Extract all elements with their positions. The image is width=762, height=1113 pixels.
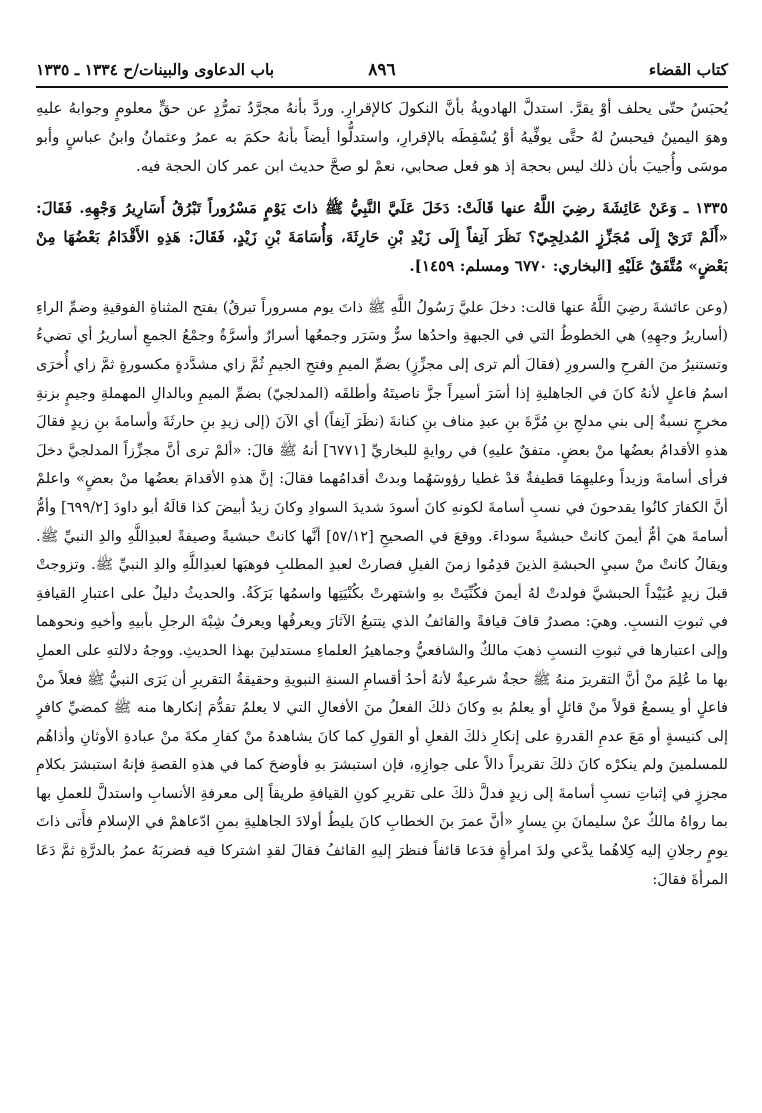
page-header <box>36 58 728 86</box>
paragraph-gap <box>36 180 728 194</box>
intro-paragraph: يُحبَسُ حتّى يحلف أوْ يقرَّ. استدلَّ الهادويةُ بأنَّ النكولَ كالإقرارِ. وردَّ بأنهُ مجرَّدُ تمرُّدٍ عن حقٍّ معلومٍ وجوابهُ عليهِ وهوَ اليمينُ فيحبسُ لهُ حتَّى يوفِّيهُ أوْ يُسْقِطَه بالإقرارِ، واستدلُّوا أيضاً بأنهُ حكمَ به عمرُ وعثمانُ وابنُ عباسٍ وأبو موسَى وأُجيبَ بأن ذلك ليس بحجة إذ هو فعل صحابي، نعمْ لو صحَّ حديث ابن عمر كان الحجة فيه. <box>36 99 728 175</box>
header-rule <box>36 86 728 88</box>
commentary-paragraph: (وعن عائشةَ رضِيَ اللَّهُ عنها قالت: دخلَ عليَّ رَسُولُ اللَّهِ ﷺ ذاتَ يوم مسروراً تبرقُ) بفتح المثناةِ الفوقيةِ وضمِّ الراءِ (أساريرُ وجهِهِ) هي الخطوطُ التي في الجبهةِ واحدُها سرٌّ وسَرَر وجمعُها أسرارٌ وأسرَّةٌ وجمْعُ الجمعِ أساريرُ أي تضيءُ وتستنيرُ منَ الفرحِ والسرورِ (فقالَ ألم ترى إلى مجزِّزٍ) بضمِّ الميمِ وفتحِ الجيمِ ثُمَّ زاي مشدَّدةٍ مكسورةٍ ثمَّ زاي أُخرَى اسمُ فاعلٍ لأنهُ كانَ في الجاهليةِ إذا أسَرَ أسيراً جزَّ ناصيتَهُ وأطلقَه (المدلجيّ) بضمِّ الميمِ وبالدالِ المهملةِ وجيمٍ بزنةِ مخرجٍ نسبةٌ إلى بني مدلجِ بنِ مُرَّةَ بنِ عبدِ مناف بنِ كنانةَ (نظَرَ آنِفاً) أي الآنَ (إلى زيدِ بنِ حارثَةَ وأسامةَ بنِ زيدٍ فقالَ هذهِ الأقدامُ بعضُها منْ بعضٍ. متفقٌ عليهِ) في روايةٍ للبخاريِّ [٦٧٧١] أنهُ ﷺ قالَ: «ألمْ ترى أنَّ مجزِّزاً المدلجيَّ دخلَ فرأى أسامةَ وزيداً وعليهِمَا قطيفةٌ قدْ غطيا رؤوسَهُما وبدتْ أقدامُهما فقالَ: إنَّ هذهِ الأقدامَ بعضُها منْ بعضٍ» واعلمْ أنَّ الكفارَ كانُوا يقدحونَ في نسبِ أسامةَ لكونهِ كانَ أسودَ شديدَ السوادِ وكانَ زيدٌ أبيضَ كذا قالَهُ أبو داودَ [٦٩٩/٢] وأمُّ أسامةَ هيَ أمُّ أيمنَ كانتْ حبشيةً سوداءَ. ووقعَ في الصحيحِ [٥٧/١٢] أنَّها كانتْ حبشيةً وصيفةً لعبدِاللَّهِ والدِ النبيِّ ﷺ. ويقالُ كانتْ منْ سبيِ الحبشةِ الذينَ قدِمُوا زمنَ الفيلِ فصارتْ لعبدِ المطلبِ فوهبَها لعبدِاللَّهِ والدِ النبيِّ ﷺ. وتزوجتْ قبلَ زيدٍ عُبَيْداً الحبشيَّ فولدتْ لهُ أيمنَ فكُنِّيَتْ بهِ واشتهرتْ بكُنْيَتِها واسمُها بَرَكَةُ. والحديثُ دليلٌ على اعتبارِ القيافةِ في ثبوتِ النسبِ. وهيَ: مصدرُ قافَ قيافةً والقائفُ الذي يتتبعُ الآثارَ ويعرفُها ويعرفُ شِبْهَ الرجلِ بأبيهِ وأخيهِ ونحوهما وإلى اعتبارها في ثبوتِ النسبِ ذهبَ مالكٌ والشافعيُّ وجماهيرُ العلماءِ مستدلينَ بهذا الحديثِ. ووجهُ دلالتهِ على العملِ بها ما عُلِمَ منْ أنَّ التقريرَ منهُ ﷺ حجةٌ شرعيةٌ لأنهُ أحدُ أقسامِ السنةِ النبويةِ وحقيقةُ التقريرِ أن يَرَى النبيُّ ﷺ فعلاً منْ فاعلٍ أو يسمعُ قولاً منْ قائلٍ أو يعلمُ بهِ وكانَ ذلكَ الفعلُ منَ الأفعالِ التي لا يعلمُ تقدُّمَ إنكارها منه ﷺ كمضيِّ كافرٍ إلى كنيسةٍ أو مَعَ عدمِ القدرةِ على إنكارِ ذلكَ الفعلِ أو القولِ كما كانَ يشاهدهُ منْ كفارِ مكةَ منْ عبادةِ الأوثانِ وأذاهُم للمسلمينَ ولم ينكرْه كانَ ذلكَ تقريراً دالاً على جوازِهِ، فإن استبشرَ بهِ فأوضحَ كما في هذهِ القصةِ فإنهُ استبشرَ بكلامِ مجززٍ في إثباتِ نسبِ أسامةَ إلى زيدٍ فدلَّ ذلكَ على تقريرِ كونِ القيافةِ طريقاً إلى معرفةِ الأنسابِ واستدلَّ للعملِ بها بما رواهُ مالكٌ عنْ سليمانَ بنِ يسارٍ «أنَّ عمرَ بنَ الخطابِ كانَ يليطُ أولادَ الجاهليةِ بمنِ ادّعاهمْ في الإسلامِ فأَتى ذاتَ يومٍ رجلانِ إليه كِلاهُما يدَّعي ولدَ امرأةٍ فدَعا قائفاً فنظرَ إليهِ القائفُ فقالَ لقدِ اشتركا فيه فضربَهُ عمرُ بالدرَّةِ ثمَّ دَعَا المرأةَ فقالَ: <box>36 298 728 888</box>
hadith-paragraph: ١٣٣٥ ـ وَعَنْ عَائِشَةَ رضِيَ اللَّهُ عنها قَالَتْ: دَخَلَ عَلَيَّ النَّبِيُّ ﷺ ذاتَ يَوْمٍ مَسْرُوراً تَبْرُقُ أَسَارِيرُ وَجْهِهِ. فَقَالَ: «أَلَمْ تَرَيْ إِلَى مُجَزِّزٍ المُدلِجِيّ؟ نَظَرَ آنِفاً إِلَى زَيْدِ بْنِ حَارِثَةَ، وَأُسَامَةَ بْنِ زَيْدٍ، فَقَالَ: هَذِهِ الأَقْدَامُ بَعْضُهَا مِنْ بَعْضٍ» مُتَّفَقٌ عَلَيْهِ [البخاري: ٦٧٧٠ ومسلم: ١٤٥٩]. <box>36 199 728 275</box>
page-number: ٨٩٦ <box>368 60 396 80</box>
page-body <box>36 94 728 1099</box>
paragraph-gap <box>36 281 728 294</box>
book-title: كتاب القضاء <box>648 60 728 79</box>
chapter-title: باب الدعاوى والبينات/ح ١٣٣٤ ـ ١٣٣٥ <box>36 60 275 79</box>
